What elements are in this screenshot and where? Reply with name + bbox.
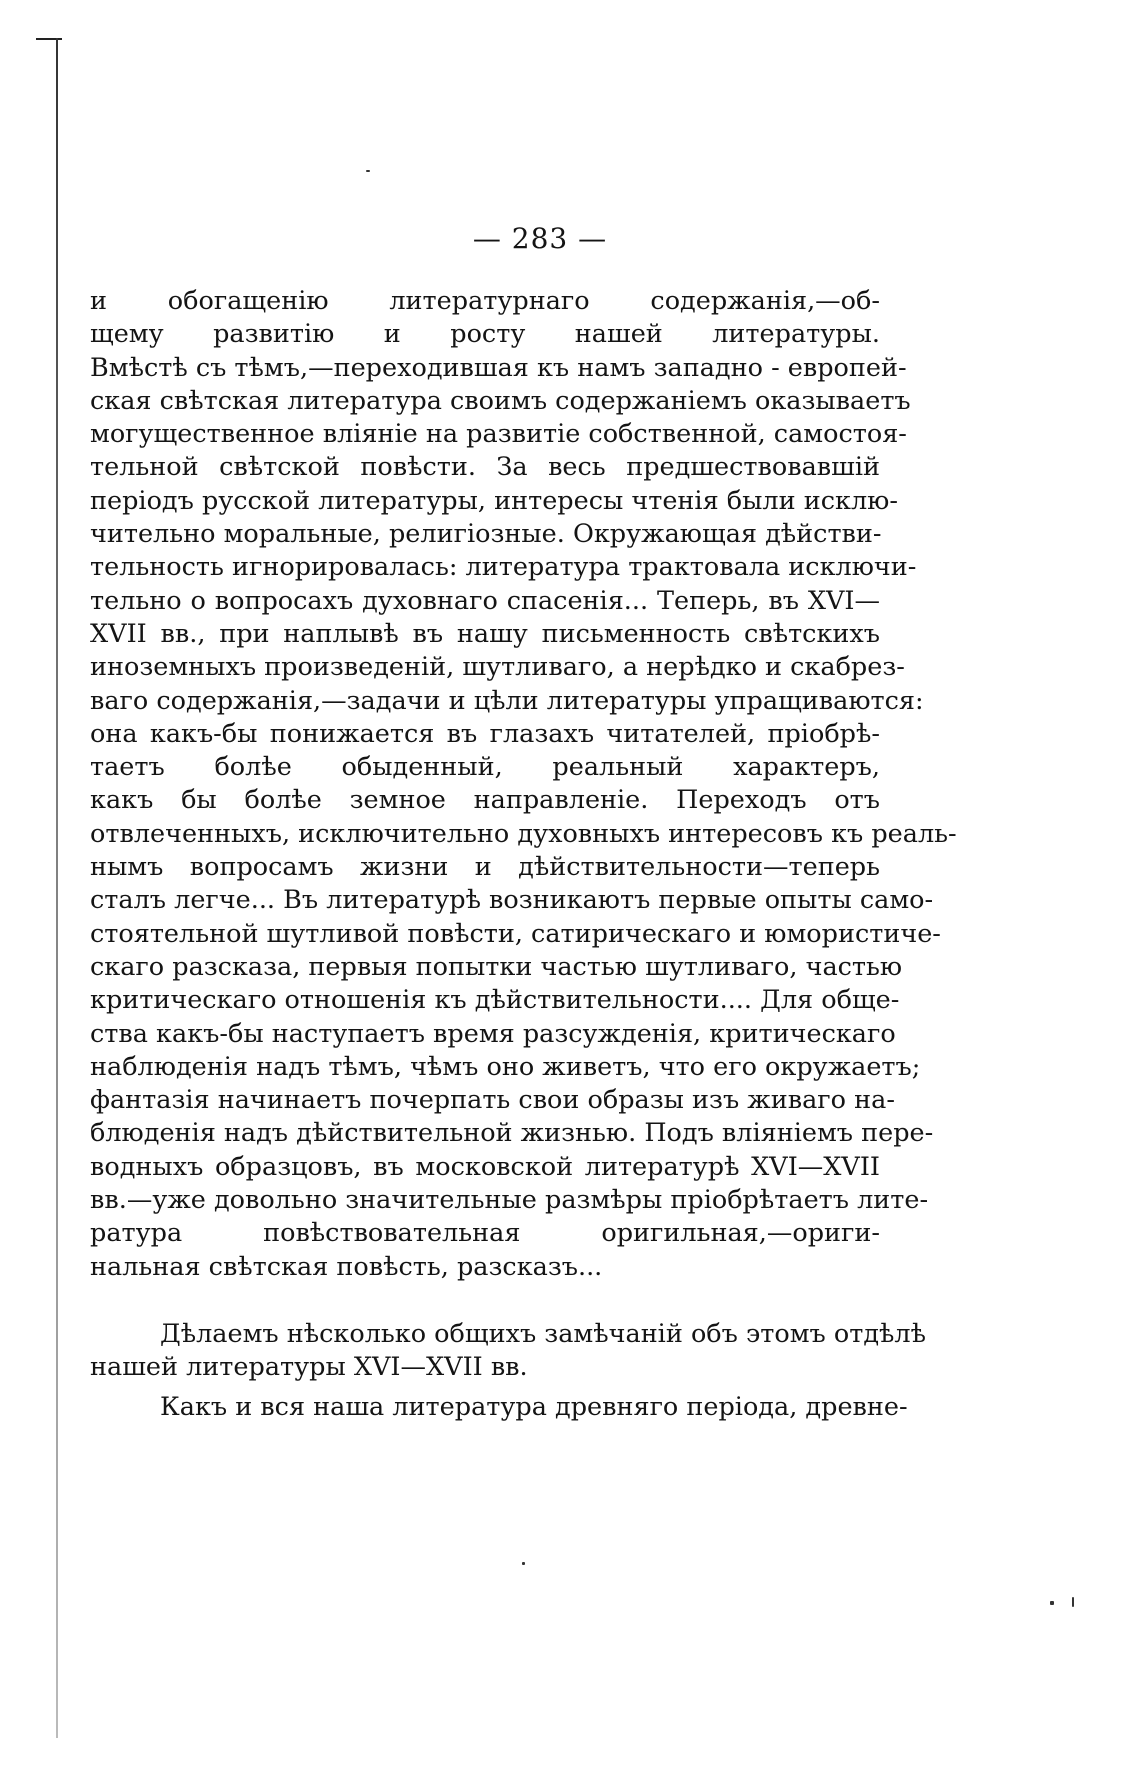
text-line: періодъ русской литературы, интересы чтенія были исклю- bbox=[90, 485, 898, 516]
paragraph-gap bbox=[90, 1284, 880, 1318]
text-line: нальная свѣтская повѣсть, разсказъ... bbox=[90, 1251, 603, 1282]
text-line: ваго содержанія,—задачи и цѣли литературы упращиваются: bbox=[90, 685, 924, 716]
text-line: стоятельной шутливой повѣсти, сатирическаго и юмористиче- bbox=[90, 918, 941, 949]
text-line: ства какъ-бы наступаетъ время разсужденія, критическаго bbox=[90, 1018, 896, 1049]
text-line: Дѣлаемъ нѣсколько общихъ замѣчаній объ этомъ отдѣлѣ bbox=[160, 1318, 926, 1349]
body-text bbox=[90, 285, 957, 1424]
text-line: вв.—уже довольно значительные размѣры пріобрѣтаетъ лите- bbox=[90, 1185, 929, 1216]
text-line: таетъ болѣе обыденный, реальный характеръ, bbox=[90, 752, 880, 783]
text-line: XVII вв., при наплывѣ въ нашу письменность свѣтскихъ bbox=[90, 618, 880, 649]
text-line: могущественное вліяніе на развитіе собственной, самостоя- bbox=[90, 419, 907, 450]
text-line: скаго разсказа, первыя попытки частью шутливаго, частью bbox=[90, 951, 903, 982]
text-line: щему развитію и росту нашей литературы. bbox=[90, 319, 880, 350]
text-line: сталъ легче... Въ литературѣ возникаютъ первые опыты само- bbox=[90, 885, 934, 916]
scan-speck bbox=[366, 170, 370, 172]
scan-border-top bbox=[36, 38, 62, 40]
text-line: ратура повѣствовательная оригильная,—ориги- bbox=[90, 1218, 880, 1249]
text-line: и обогащенію литературнаго содержанія,—об- bbox=[90, 286, 880, 316]
text-line: чительно моральные, религіозные. Окружающая дѣйстви- bbox=[90, 519, 882, 550]
text-line: блюденія надъ дѣйствительной жизнью. Подъ вліяніемъ пере- bbox=[90, 1118, 934, 1149]
text-line: отвлеченныхъ, исключительно духовныхъ интересовъ къ реаль- bbox=[90, 818, 957, 849]
text-line: нашей литературы XVI—XVII вв. bbox=[90, 1352, 528, 1383]
scan-speck bbox=[1050, 1601, 1054, 1605]
text-line: наблюденія надъ тѣмъ, чѣмъ оно живетъ, что его окружаетъ; bbox=[90, 1051, 921, 1082]
text-line: какъ бы болѣе земное направленіе. Переходъ отъ bbox=[90, 785, 880, 816]
scan-speck bbox=[1072, 1597, 1074, 1607]
text-line: тельно о вопросахъ духовнаго спасенія... Теперь, въ XVI— bbox=[90, 585, 880, 616]
text-line: водныхъ образцовъ, въ московской литературѣ XVI—XVII bbox=[90, 1151, 880, 1182]
paragraph bbox=[90, 285, 957, 1284]
scan-border-left bbox=[56, 38, 58, 1738]
text-line: иноземныхъ произведеній, шутливаго, а нерѣдко и скабрез- bbox=[90, 652, 905, 683]
paragraph bbox=[90, 1318, 926, 1385]
text-line: она какъ-бы понижается въ глазахъ читателей, пріобрѣ- bbox=[90, 718, 880, 749]
text-line: нымъ вопросамъ жизни и дѣйствительности—теперь bbox=[90, 852, 880, 883]
scan-speck bbox=[522, 1562, 525, 1565]
text-line: Какъ и вся наша литература древняго періода, древне- bbox=[160, 1391, 908, 1422]
text-line: тельность игнорировалась: литература трактовала исключи- bbox=[90, 552, 917, 583]
page-number: — 283 — bbox=[472, 222, 608, 255]
text-line: фантазія начинаетъ почерпать свои образы изъ живаго на- bbox=[90, 1085, 895, 1116]
text-line: ская свѣтская литература своимъ содержаніемъ оказываетъ bbox=[90, 385, 911, 416]
text-line: Вмѣстѣ съ тѣмъ,—переходившая къ намъ западно - европей- bbox=[90, 352, 907, 383]
paragraph bbox=[90, 1391, 908, 1424]
text-line: критическаго отношенія къ дѣйствительности.... Для обще- bbox=[90, 985, 900, 1016]
text-line: тельной свѣтской повѣсти. За весь предшествовавшій bbox=[90, 452, 880, 483]
